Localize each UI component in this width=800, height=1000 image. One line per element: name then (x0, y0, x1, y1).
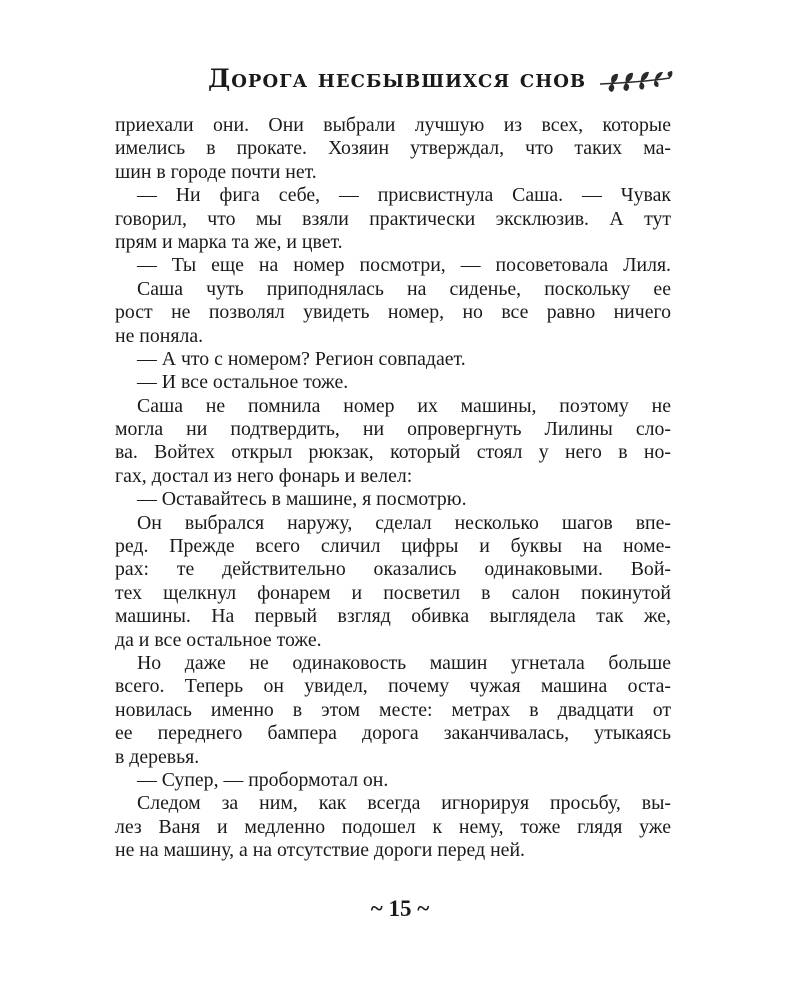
text-line: приехали они. Они выбрали лучшую из всех, которые (115, 114, 671, 136)
text-line: — Супер, — пробормотал он. (137, 768, 389, 791)
text-line: всего. Теперь он увидел, почему чужая машина оста- (115, 675, 671, 698)
text-line: — И все остальное тоже. (137, 371, 349, 394)
text-line: машины. На первый взгляд обивка выглядела так же, (115, 605, 671, 628)
text-line: в деревья. (115, 745, 200, 768)
laurel-branch-icon (596, 70, 674, 94)
text-line: шин в городе почти нет. (115, 160, 317, 183)
text-line: — А что с номером? Регион совпадает. (137, 347, 466, 370)
text-line: ее переднего бампера дорога заканчивалась, утыкаясь (115, 722, 671, 745)
text-line: рост не позволял увидеть номер, но все равно ничего (115, 301, 671, 324)
text-line: новилась именно в этом месте: метрах в двадцати от (115, 698, 671, 721)
text-line: Следом за ним, как всегда игнорируя просьбу, вы- (137, 792, 671, 815)
text-line: не поняла. (115, 324, 204, 347)
text-line: — Оставайтесь в машине, я посмотрю. (137, 488, 467, 511)
text-line: имелись в прокате. Хозяин утверждал, что таких ма- (115, 137, 671, 160)
text-line: могла ни подтвердить, ни опровергнуть Лилины сло- (115, 418, 671, 441)
text-line: да и все остальное тоже. (115, 628, 322, 651)
book-title: Дорога несбывшихся снов (208, 64, 587, 93)
page-number: ~ 15 ~ (370, 896, 430, 921)
text-line: не на машину, а на отсутствие дороги перед ней. (115, 839, 525, 862)
running-header (0, 60, 800, 104)
text-line: прям и марка та же, и цвет. (115, 230, 343, 253)
text-line: говорил, что мы взяли практически эксклюзив. А тут (115, 207, 671, 230)
text-line: рах: те действительно оказались одинаковыми. Вой- (115, 558, 671, 581)
text-line: — Ты еще на номер посмотри, — посоветовала Лиля. (137, 254, 671, 277)
text-line: лез Ваня и медленно подошел к нему, тоже глядя уже (115, 815, 671, 838)
text-line: Саша не помнила номер их машины, поэтому не (137, 394, 671, 417)
text-line: тех щелкнул фонарем и посветил в салон покинутой (115, 581, 671, 604)
text-line: гах, достал из него фонарь и велел: (115, 464, 413, 487)
text-line: ва. Войтех открыл рюкзак, который стоял у него в но- (115, 441, 671, 464)
text-line: Саша чуть приподнялась на сиденье, поскольку ее (137, 277, 671, 300)
text-line: Он выбрался наружу, сделал несколько шагов впе- (137, 511, 671, 534)
text-line: ред. Прежде всего сличил цифры и буквы на номе- (115, 535, 671, 558)
text-line: Но даже не одинаковость машин угнетала больше (137, 651, 671, 674)
body-text (115, 114, 671, 863)
text-line: — Ни фига себе, — присвистнула Саша. — Чувак (137, 184, 671, 207)
